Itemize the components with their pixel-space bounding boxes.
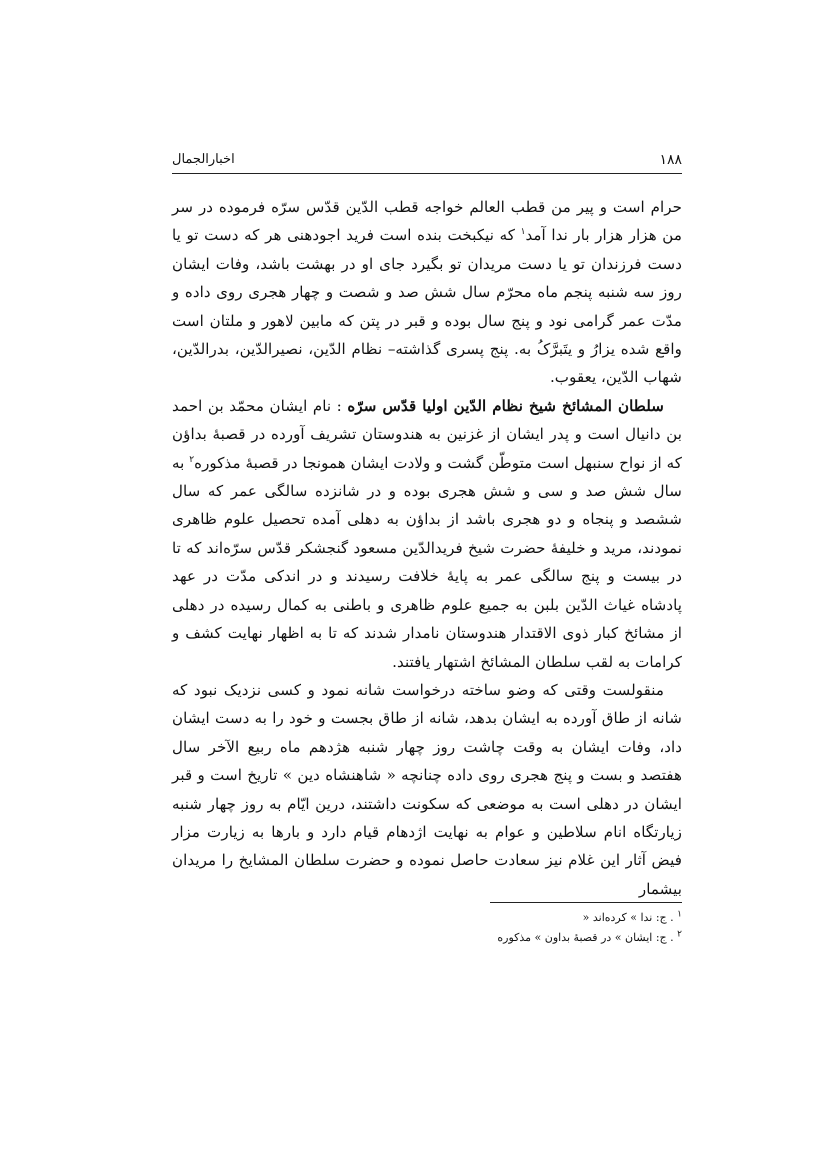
paragraph-2-part-a: : نام ایشان محمّد بن احمد بن دانیال است و پدر ایشان از غزنین به هندوستان تشریف آورده در قصبهٔ بداؤن که از نواح سنبهل است متوطّن گشت و ولادت ایشان همونجا در قصبهٔ مذکوره (172, 396, 682, 472)
paragraph-1-part-b: که نیکبخت بنده است فرید اجودهنی هر که دست تو یا دست فرزندان تو یا دست مریدان تو بگیرد جای او در بهشت باشد، وفات ایشان روز سه شنبه پنجم ماه محرّم سال شش صد و شصت و چهار هجری روی داده و مدّت عمر گرامی نود و پنج سال بوده و قبر در پتن که مابین لاهور و ملتان است واقع شده یزارُ و یتَبرَّکُ به. پنج پسری گذاشته– نظام الدّین، نصیرالدّین، بدرالدّین، شهاب الدّین، یعقوب. (172, 226, 682, 387)
running-title: اخبارالجمال (172, 152, 235, 167)
page-number: ۱۸۸ (659, 152, 682, 168)
footnote-1-text: . ج: ندا » کرده‌اند « (582, 911, 674, 924)
paragraph-3: منقولست وقتی که وضو ساخته درخواست شانه نمود و کسی نزدیک نبود که شانه از طاق آورده به ایشان بدهد، شانه از طاق بجست و خود را به دست ایشان داد، وفات ایشان به وقت چاشت روز چهار شنبه هژدهم ماه ربیع الآخر سال هفتصد و بست و پنج هجری روی داده چنانچه « شاهنشاه دین » تاریخ است و قبر ایشان در دهلی است به موضعی که سکونت داشتند، درین ایّام به روز چهار شنبه زیارتگاه انام سلاطین و عوام به نهایت اژدهام قیام دارد و بارها به زیارت مزار فیض آثار این غلام نیز سعادت حاصل نموده و حضرت سلطان المشایخ را مریدان بیشمار (172, 680, 682, 898)
page-header (172, 148, 682, 170)
footnote-ref-2: ۲ (189, 454, 195, 465)
paragraph-1 (172, 193, 682, 392)
footnote-1-mark: ۱ (677, 909, 682, 920)
footnote-2 (172, 928, 682, 948)
footnote-rule (490, 902, 682, 903)
footnotes (172, 908, 682, 948)
footnote-2-text: . ج: ایشان » در قصبهٔ بداون » مذکوره (497, 931, 674, 944)
section-heading: سلطان المشائخ شیخ نظام الدّین اولیا قدّس سرّه (347, 396, 664, 415)
paragraph-2 (172, 392, 682, 676)
footnote-1 (172, 908, 682, 928)
footnote-ref-1: ۱ (520, 227, 526, 238)
body-text (172, 193, 682, 903)
header-rule (172, 173, 682, 174)
paragraph-1-part-a: حرام است و پیر من قطب العالم خواجه قطب الدّین قدّس سرّه فرموده در سر من هزار هزار بار ندا آمد (172, 198, 683, 245)
paragraph-2-part-b: به سال شش صد و سی و شش هجری بوده و در شانزده سالگی عمر که سال ششصد و پنجاه و دو هجری باشد از بداؤن به دهلی آمده تحصیل علوم ظاهری نمودند، مرید و خلیفهٔ حضرت شیخ فریدالدّین مسعود گنجشکر قدّس سرّه‌اند که تا در بیست و پنج سالگی عمر به پایهٔ خلافت رسیدند و در اندکی مدّت در عهد پادشاه غیاث الدّین بلبن به جمیع علوم ظاهری و باطنی به کمال رسیده در دهلی از مشائخ کبار ذوی الاقتدار هندوستان نامدار شدند که تا به اظهار نهایت کشف و کرامات به لقب سلطان المشائخ اشتهار یافتند. (172, 453, 682, 671)
footnote-2-mark: ۲ (677, 929, 682, 940)
